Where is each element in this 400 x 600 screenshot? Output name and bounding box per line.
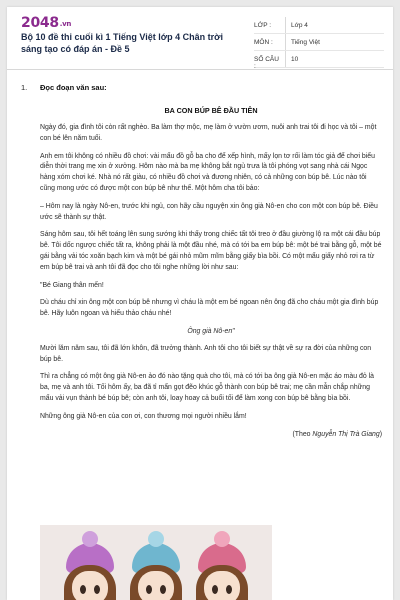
meta-row-question-count <box>254 51 384 68</box>
paragraph: Những ông già Nô-en của con ơi, con thương mọi người nhiều lắm! <box>40 412 247 420</box>
paragraph: Anh em tôi không có nhiều đồ chơi: vài mẩu đồ gỗ ba cho để xếp hình, mấy lọn tơ rối làm tóc giả để chơi biểu diễn thời trang mẹ xin ở xưởng. Hôm nào mà ba mẹ không bắt ngủ trưa là tôi phóng vọt sang nhà cái Ngọc hàng xóm chơi ké. Nhà nó rất giàu, có nhiều đồ chơi và đương nhiên, có cả những con búp bê. Lúc nào tôi cũng mong ước có được một con búp bê như thế. Một hôm cha tôi bảo: <box>40 152 375 192</box>
divider <box>285 51 286 67</box>
meta-key: MÔN : <box>254 39 273 46</box>
meta-value: 10 <box>291 56 299 63</box>
meta-key: SỐ CÂU : <box>254 56 279 70</box>
letter-signature: Ông già Nô-en" <box>187 327 235 335</box>
site-logo[interactable]: 2048.vn <box>21 15 72 31</box>
meta-table <box>254 17 384 68</box>
paragraph: Sáng hôm sau, tôi hết toáng lên sung sướng khi thấy trong chiếc tất tôi treo ở đầu giường lộ ra một cái đầu búp bê. Tôi dốc ngược chiếc tất ra, không phải là một đầu nhé, mà có tới ba em búp bê: một bé trai bằng gỗ, một bé gái bằng vải tóc xoăn bạch kim và một bé gái nhỏ mũm mĩm bằng giấy bìa bồi. Có một mẩu giấy nhỏ rơi ra từ em búp bê trai và anh tôi đã đọc cho tôi nghe những lời như sau: <box>40 231 382 271</box>
paragraph: – Hôm nay là ngày Nô-en, trước khi ngủ, con hãy cầu nguyện xin ông già Nô-en cho con một con búp bê. Điều ước sẽ thành sự thật. <box>40 202 378 221</box>
page-title: Bộ 10 đề thi cuối kì 1 Tiếng Việt lớp 4 Chân trời sáng tạo có đáp án - Đề 5 <box>21 32 224 54</box>
meta-row-subject <box>254 34 384 51</box>
paragraph: Mười lăm năm sau, tôi đã lớn khôn, đã trưởng thành. Anh tôi cho tôi biết sự thật về sự ra đời của những con búp bê. <box>40 344 372 363</box>
paragraph: Thì ra chẳng có một ông già Nô-en ảo đó nào tặng quà cho tôi, mà có tới ba ông già Nô-en mặc áo màu đỏ là ba, mẹ và anh tôi. Tối hôm ấy, ba đã tỉ mẩn gọt đẽo khúc gỗ thành con búp bê trai; mẹ cần mẫn chắp những mẩu vải vụn thành bé búp bê; còn anh tôi, loay hoay cả buổi tối để làm xong con búp bê bằng bìa bồi. <box>40 373 374 402</box>
question-number: 1. <box>21 83 28 92</box>
paragraph: Ngày đó, gia đình tôi còn rất nghèo. Ba làm thợ mộc, mẹ làm ở vườn ươm, nuôi anh trai tôi đi học và tôi – một con bé lên năm tuổi. <box>40 124 377 142</box>
reading-passage <box>40 106 382 447</box>
source-citation: (Theo Nguyễn Thị Trà Giang) <box>292 430 382 438</box>
letter-greeting: "Bé Giang thân mến! <box>40 281 104 289</box>
doll-figure <box>128 531 184 600</box>
document-sheet <box>7 7 393 600</box>
story-title: BA CON BÚP BÊ ĐẦU TIÊN <box>164 106 258 115</box>
document-header <box>7 7 393 70</box>
meta-value: Lớp 4 <box>291 22 308 29</box>
letter-body: Dù cháu chỉ xin ông một con búp bê nhưng vì cháu là một em bé ngoan nên ông đã cho cháu một gia đình búp bê. Hãy luôn ngoan và hiếu thảo cháu nhé! <box>40 299 379 318</box>
meta-key: LỚP : <box>254 22 272 29</box>
divider <box>285 17 286 33</box>
divider <box>285 34 286 50</box>
meta-row-grade <box>254 17 384 34</box>
question-title: Đọc đoạn văn sau: <box>40 83 107 92</box>
doll-figure <box>194 531 250 600</box>
meta-value: Tiếng Việt <box>291 39 320 46</box>
dolls-photo <box>40 525 272 600</box>
doll-figure <box>62 531 118 600</box>
